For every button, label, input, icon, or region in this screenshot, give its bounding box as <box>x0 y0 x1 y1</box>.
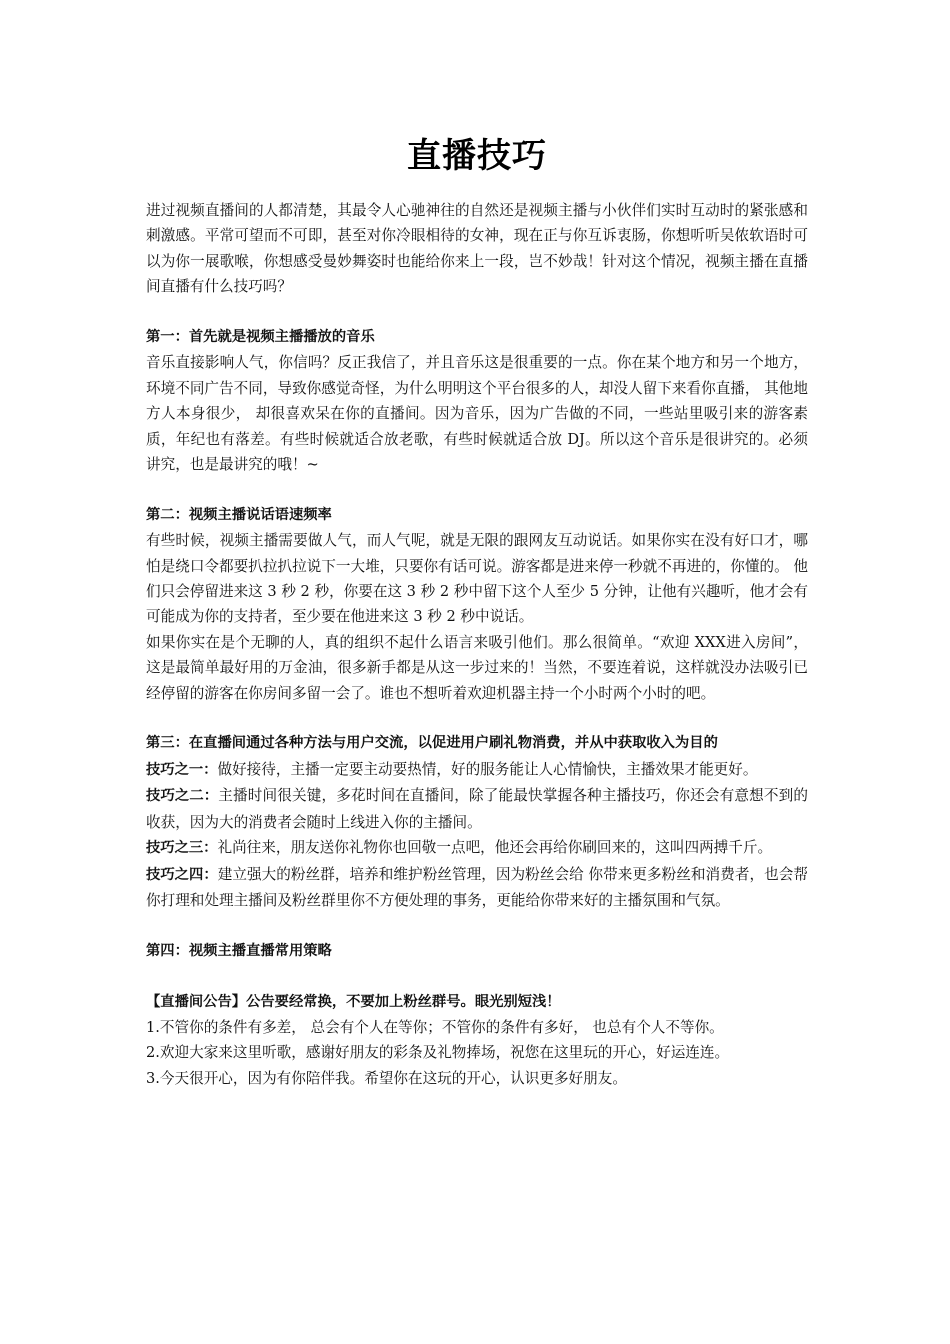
tip-paragraph <box>146 783 808 835</box>
section-heading-speech: 第二：视频主播说话语速频率 <box>146 506 332 523</box>
tip-label: 技巧之四： <box>146 866 218 883</box>
tip-text: 建立强大的粉丝群，培养和维护粉丝管理，因为粉丝会给 你带来更多粉丝和消费者，也会帮你打理和处理主播间及粉丝群里你不方便处理的事务，更能给你带来好的主播氛围和气氛。 <box>146 865 808 909</box>
tip-paragraph <box>146 757 808 783</box>
section-heading-strategy: 第四：视频主播直播常用策略 <box>146 942 332 959</box>
tip-text: 主播时间很关键，多花时间在直播间，除了能最快掌握各种主播技巧，你还会有意想不到的收获，因为大的消费者会随时上线进入你的主播间。 <box>146 787 809 831</box>
notice-item: 1.不管你的条件有多差， 总会有个人在等你；不管你的条件有多好， 也总有个人不等你。 <box>146 1018 724 1036</box>
section-heading-music: 第一：首先就是视频主播播放的音乐 <box>146 329 375 346</box>
tip-text: 礼尚往来，朋友送你礼物你也回敬一点吧，他还会再给你刷回来的，这叫四两搏千斤。 <box>217 839 773 857</box>
document-title: 直播技巧 <box>407 136 547 176</box>
document-body <box>146 198 808 1091</box>
tip-label: 技巧之三： <box>146 840 218 857</box>
tip-label: 技巧之一： <box>146 761 218 778</box>
spacer <box>146 300 808 325</box>
section-heading-interaction: 第三：在直播间通过各种方法与用户交流，以促进用户刷礼物消费，并从中获取收入为目的 <box>146 735 718 752</box>
spacer <box>146 477 808 502</box>
tip-paragraph <box>146 835 808 861</box>
intro-paragraph: 进过视频直播间的人都清楚，其最令人心驰神往的自然还是视频主播与小伙伴们实时互动时的紧张感和刺激感。平常可望而不可即，甚至对你冷眼相待的女神，现在正与你互诉衷肠，你想听听吴侬软语时可以为你一展歌喉，你想感受曼妙舞姿时也能给你来上一段，岂不妙哉！针对这个情况，视频主播在直播间直播有什么技巧吗？ <box>146 202 808 296</box>
tip-paragraph <box>146 862 808 914</box>
section-body-speech-2: 如果你实在是个无聊的人，真的组织不起什么语言来吸引他们。那么很简单。“欢迎 XXX进入房间”，这是最简单最好用的万金油，很多新手都是从这一步过来的！当然，不要连着说，这样就没办法吸引已经停留的游客在你房间多留一会了。谁也不想听着欢迎机器主持一个小时两个小时的吧。 <box>146 633 808 702</box>
spacer <box>146 964 808 989</box>
section-body-speech-1: 有些时候，视频主播需要做人气，而人气呢，就是无限的跟网友互动说话。如果你实在没有好口才，哪怕是绕口令都要扒拉扒拉说下一大堆，只要你有话可说。游客都是进来停一秒就不再进的，你懂的。 他们只会停留进来这 3 秒 2 秒，你要在这 3 秒 2 秒中留下这个人至少 5 分钟，让他有兴趣听，他才会有可能成为你的支持者，至少要在他进来这 3 秒 2 秒中说话。 <box>146 532 808 626</box>
section-body-music: 音乐直接影响人气，你信吗？反正我信了，并且音乐这是很重要的一点。你在某个地方和另一个地方，环境不同广告不同，导致你感觉奇怪，为什么明明这个平台很多的人，却没人留下来看你直播， 其他地方人本身很少， 却很喜欢呆在你的直播间。因为音乐，因为广告做的不同，一些站里吸引来的游客素质，年纪也有落差。有些时候就适合放老歌，有些时候就适合放 DJ。所以这个音乐是很讲究的。必须讲究，也是最讲究的哦！~ <box>146 354 808 474</box>
notice-heading: 【直播间公告】公告要经常换，不要加上粉丝群号。眼光别短浅！ <box>146 993 561 1010</box>
tip-text: 做好接待，主播一定要主动要热情，好的服务能让人心情愉快，主播效果才能更好。 <box>217 760 758 778</box>
tip-label: 技巧之二： <box>146 788 219 805</box>
notice-item: 3.今天很开心，因为有你陪伴我。希望你在这玩的开心，认识更多好朋友。 <box>146 1069 627 1087</box>
document-page <box>146 0 808 1091</box>
spacer <box>146 913 808 938</box>
notice-item: 2.欢迎大家来这里听歌，感谢好朋友的彩条及礼物捧场，祝您在这里玩的开心，好运连连。 <box>146 1044 730 1062</box>
spacer <box>146 706 808 731</box>
